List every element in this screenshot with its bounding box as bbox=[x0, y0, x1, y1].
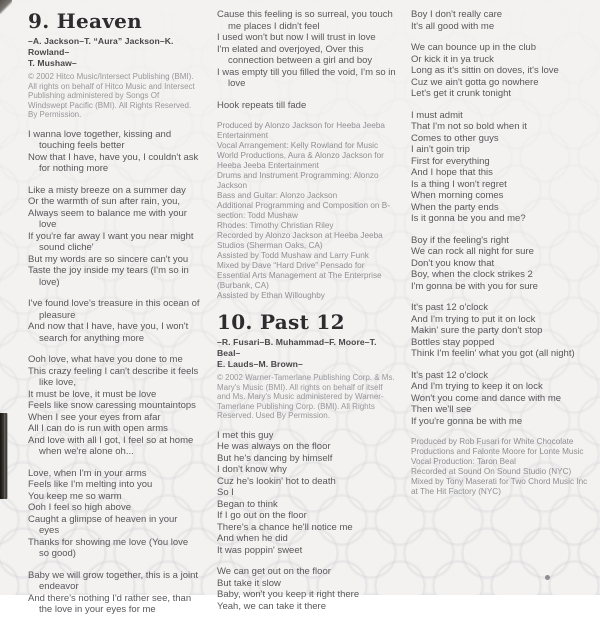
lyric-line: I used won't but now I will trust in love bbox=[217, 32, 376, 43]
lyric-line: Is it gonna be you and me? bbox=[411, 213, 526, 224]
lyrics-stanza bbox=[217, 566, 397, 612]
lyrics-stanza bbox=[28, 570, 200, 616]
lyric-line: And love with all I got, I feel so at home when we're alone oh... bbox=[28, 434, 194, 458]
songwriter-credit-line: T. Mushaw– bbox=[28, 58, 77, 68]
lyric-line: Cuz he's lookin' hot to death bbox=[217, 475, 336, 487]
lyric-line: Then we'll see bbox=[411, 404, 472, 415]
lyric-line: Let's get it crunk tonight bbox=[411, 88, 512, 99]
lyric-line: We can rock all night for sure bbox=[411, 246, 534, 257]
lyric-line: We can get out on the floor bbox=[217, 566, 331, 578]
booklet-spine-edge bbox=[0, 413, 8, 499]
lyrics-stanza bbox=[411, 42, 593, 100]
lyrics-stanza bbox=[411, 370, 593, 428]
lyric-line: So I bbox=[217, 487, 234, 499]
lyrics-stanza bbox=[411, 235, 593, 293]
lyric-line: We can bounce up in the club bbox=[411, 42, 536, 53]
lyrics-stanza bbox=[28, 354, 200, 458]
lyric-line: It's past 12 o'clock bbox=[411, 302, 489, 313]
lyric-line: Boy I don't really care bbox=[411, 9, 503, 20]
lyric-line: You keep me so warm bbox=[28, 490, 122, 502]
lyric-line: And I hope that this bbox=[411, 167, 493, 178]
production-credit-line: Bass and Guitar: Alonzo Jackson bbox=[217, 191, 338, 200]
lyric-line: Don't you know that bbox=[411, 257, 495, 269]
lyric-line: Think I'm feelin' what you got (all night) bbox=[411, 348, 575, 359]
production-credit-line: Produced by Rob Fusari for White Chocolate Productions and Falonte Moore for Lonte Music bbox=[411, 437, 584, 456]
production-credits bbox=[217, 121, 397, 301]
production-credit-line: Assisted by Todd Mushaw and Larry Funk bbox=[217, 251, 369, 260]
production-credit-line: Vocal Production: Taron Beal bbox=[411, 457, 516, 466]
lyric-line: I don't know why bbox=[217, 464, 287, 476]
lyric-line: Baby we will grow together, this is a joint endeavor bbox=[28, 569, 199, 593]
lyric-line: It was poppin' sweet bbox=[217, 544, 303, 556]
lyric-line: Won't you come and dance with me bbox=[411, 392, 562, 404]
production-credits bbox=[411, 437, 593, 497]
lyric-line: When morning comes bbox=[411, 190, 504, 201]
lyric-line: I'm elated and overjoyed, Over this connection between a girl and boy bbox=[217, 43, 373, 66]
lyric-line: Ooh love, what have you done to me bbox=[28, 354, 183, 366]
lyric-line: I was empty till you filled the void, I'm so in love bbox=[217, 66, 396, 89]
scan-corner-artifact bbox=[0, 0, 12, 14]
production-credit-line: Recorded at Sound On Sound Studio (NYC) bbox=[411, 467, 572, 476]
songwriter-credit-line: E. Lauds–M. Brown– bbox=[217, 359, 303, 369]
lyric-line: This crazy feeling I can't describe it feels like love, bbox=[28, 365, 199, 389]
lyrics-column-3 bbox=[411, 9, 593, 506]
scan-dust-speck bbox=[545, 575, 550, 580]
lyric-line: Like a misty breeze on a summer day bbox=[28, 184, 186, 196]
song-title: 10. Past 12 bbox=[217, 310, 345, 334]
lyric-line: It must be love, it must be love bbox=[28, 388, 157, 400]
lyrics-stanza bbox=[28, 129, 200, 175]
performance-note: Hook repeats till fade bbox=[217, 99, 307, 111]
lyric-line: When I see your eyes from afar bbox=[28, 411, 161, 423]
lyric-line: But he's dancing by himself bbox=[217, 452, 333, 464]
lyric-line: Began to think bbox=[217, 498, 278, 510]
lyric-line: First for everything bbox=[411, 155, 490, 167]
lyrics-stanza bbox=[411, 9, 593, 32]
lyric-line: Cuz we ain't gotta go nowhere bbox=[411, 76, 539, 88]
lyric-line: I've found love's treasure in this ocean of pleasure bbox=[28, 298, 200, 321]
lyric-line: Bottles stay popped bbox=[411, 336, 495, 348]
lyric-line: I ain't goin trip bbox=[411, 144, 470, 155]
lyric-line: Yeah, we can take it there bbox=[217, 600, 326, 612]
lyric-line: It's past 12 o'clock bbox=[411, 369, 489, 381]
production-credit-line: Mixed by Tony Maserati for Two Chord Music Inc at The Hit Factory (NYC) bbox=[411, 477, 588, 496]
songwriter-credits bbox=[28, 36, 200, 69]
lyrics-stanza bbox=[217, 9, 397, 90]
lyric-line: If you're gonna be with me bbox=[411, 415, 523, 427]
lyric-line: And when he did bbox=[217, 533, 288, 545]
lyric-line: Or the warmth of sun after rain, you, bbox=[28, 196, 181, 208]
songwriter-credit-line: –A. Jackson–T. “Aura” Jackson–K. Rowland– bbox=[28, 36, 174, 57]
production-credit-line: Assisted by Ethan Willoughby bbox=[217, 291, 325, 300]
production-credit-line: Rhodes: Timothy Christian Riley bbox=[217, 221, 334, 230]
lyric-line: Thanks for showing me love (You love so good) bbox=[28, 536, 189, 560]
lyric-line: And now that I have, have you, I won't search for anything more bbox=[28, 321, 189, 344]
production-credit-line: Produced by Alonzo Jackson for Heeba Jeeba Entertainment bbox=[217, 121, 385, 140]
lyrics-stanza bbox=[411, 302, 593, 360]
lyric-line: Makin' sure the party don't stop bbox=[411, 325, 543, 336]
lyric-line: And I'm trying to keep it on lock bbox=[411, 381, 543, 392]
lyric-line: Love, when I'm in your arms bbox=[28, 467, 147, 479]
lyric-line: I met this guy bbox=[217, 429, 274, 441]
lyrics-stanza bbox=[28, 468, 200, 560]
lyric-line: If I go out on the floor bbox=[217, 510, 307, 522]
lyric-line: Feels like snow caressing mountaintops bbox=[28, 400, 196, 412]
lyric-line: I must admit bbox=[411, 109, 463, 121]
lyric-line: Always seem to balance me with your love bbox=[28, 207, 187, 231]
lyric-line: And there's nothing I'd rather see, than the love in your eyes for me bbox=[28, 592, 192, 616]
lyric-line: He was always on the floor bbox=[217, 441, 331, 453]
lyric-line: I'm gonna be with you for sure bbox=[411, 280, 538, 292]
lyrics-stanza bbox=[28, 298, 200, 344]
lyrics-column-2 bbox=[217, 9, 397, 622]
lyric-line: All I can do is run with open arms bbox=[28, 423, 168, 435]
lyric-line: That I'm not so bold when it bbox=[411, 121, 527, 132]
production-credit-line: Mixed by Dave “Hard Drive” Pensado for Essential Arts Management at The Enterprise (Burbank, CA) bbox=[217, 261, 382, 290]
lyric-line: Is a thing I won't regret bbox=[411, 178, 507, 190]
lyric-line: Boy, when the clock strikes 2 bbox=[411, 269, 533, 280]
lyric-line: And I'm trying to put it on lock bbox=[411, 313, 536, 325]
lyric-line: Or kick it in ya truck bbox=[411, 53, 494, 65]
lyric-line: It's all good with me bbox=[411, 20, 495, 32]
production-credit-line: Drums and Instrument Programming: Alonzo Jackson bbox=[217, 171, 379, 190]
production-credit-line: Vocal Arrangement: Kelly Rowland for Music World Productions, Aura & Alonzo Jackson for Heeba Jeeba Entertainment bbox=[217, 141, 384, 170]
lyric-line: Taste the joy inside my tears (I'm so in love) bbox=[28, 265, 189, 288]
production-credit-line: Recorded by Alonzo Jackson at Heeba Jeeba Studios (Sherman Oaks, CA) bbox=[217, 231, 383, 250]
lyrics-column-1 bbox=[28, 9, 200, 626]
lyric-line: Comes to other guys bbox=[411, 132, 499, 144]
lyric-line: But take it slow bbox=[217, 577, 281, 589]
lyric-line: There's a chance he'll notice me bbox=[217, 521, 353, 533]
songwriter-credit-line: –R. Fusari–B. Muhammad–F. Moore–T. Beal– bbox=[217, 337, 377, 358]
lyric-line: Baby, won't you keep it right there bbox=[217, 589, 360, 601]
lyrics-stanza bbox=[411, 110, 593, 225]
lyric-line: Now that I have, have you, I couldn't ask for nothing more bbox=[28, 151, 199, 175]
songwriter-credits bbox=[217, 337, 397, 370]
production-credit-line: Additional Programming and Composition on B-section: Todd Mushaw bbox=[217, 201, 390, 220]
lyric-line: Feels like I'm melting into you bbox=[28, 479, 153, 491]
copyright-notice: © 2002 Hitco Music/Intersect Publishing (BMI). All rights on behalf of Hitco Music and Intersect Publishing administered by Songs Of Windswept Pacific (BMI). All Rights Reserved. By Permission. bbox=[28, 72, 195, 120]
copyright-notice: © 2002 Warner-Tamerlane Publishing Corp. & Ms. Mary's Music (BMI). All rights on behalf of itself and Ms. Mary's Music administered by Warner-Tamerlane Publishing Corp. (BMI). All Rights Reserved. Used By Permission. bbox=[217, 373, 395, 421]
lyric-line: Caught a glimpse of heaven in your eyes bbox=[28, 513, 178, 537]
lyric-line: Boy if the feeling's right bbox=[411, 234, 509, 246]
lyrics-stanza bbox=[28, 185, 200, 289]
lyric-line: When the party ends bbox=[411, 201, 499, 213]
lyric-line: Ooh I feel so high above bbox=[28, 502, 131, 514]
lyric-line: Cause this feeling is so surreal, you touch me places I didn't feel bbox=[217, 9, 393, 32]
lyric-line: But my words are so sincere can't you bbox=[28, 253, 189, 265]
lyrics-stanza bbox=[217, 430, 397, 557]
song-title: 9. Heaven bbox=[28, 9, 143, 33]
lyric-line: If you're far away I want you near might sound cliche' bbox=[28, 230, 194, 254]
lyric-line: Long as it's sittin on doves, it's love bbox=[411, 65, 559, 76]
lyric-line: I wanna love together, kissing and touching feels better bbox=[28, 128, 172, 152]
